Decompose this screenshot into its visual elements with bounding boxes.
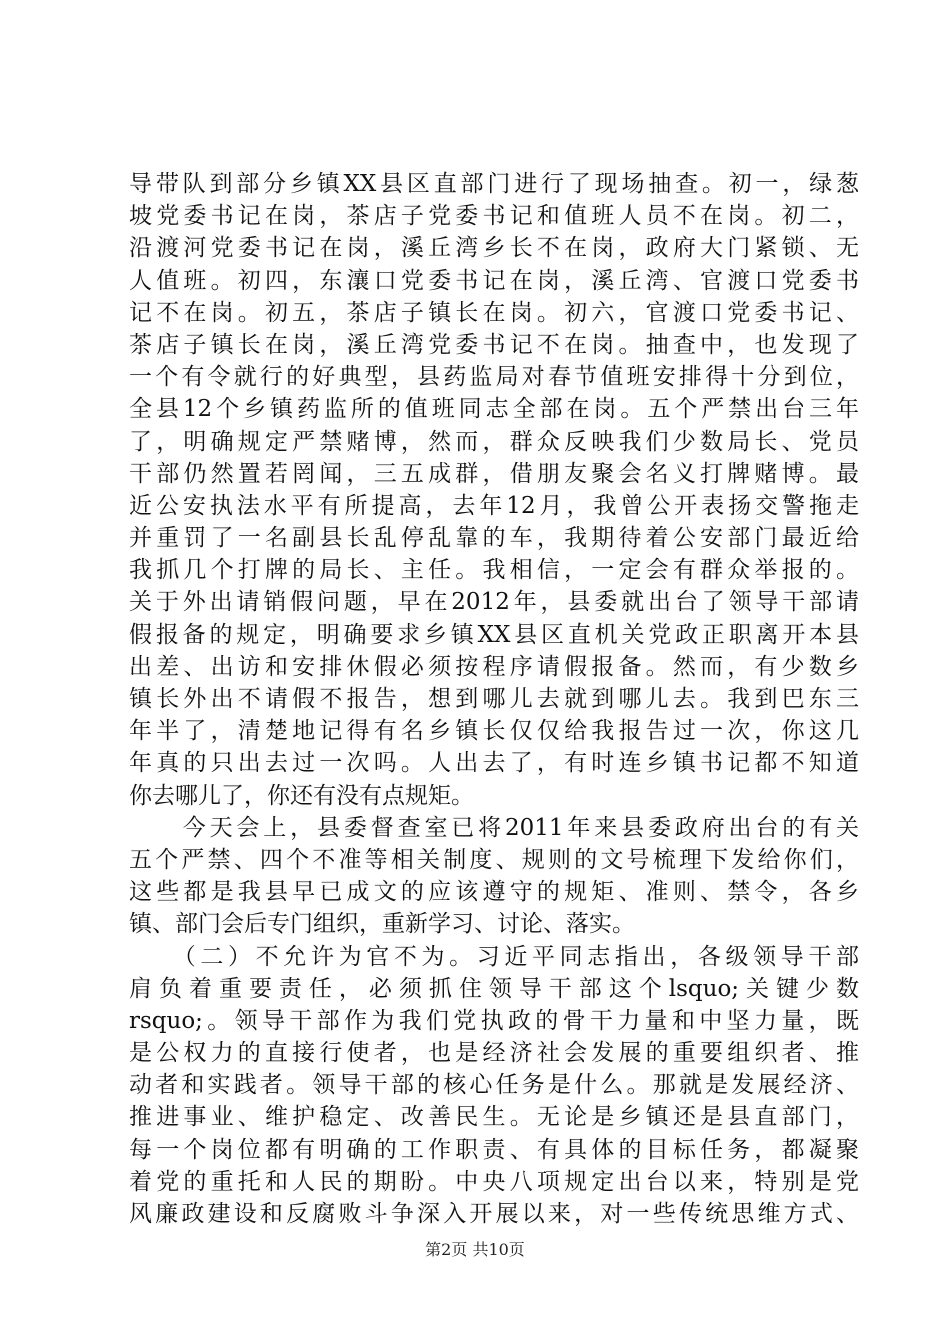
text-line: （二）不允许为官不为。习近平同志指出，各级领导干部: [129, 943, 859, 970]
text-line: 并重罚了一名副县长乱停乱靠的车，我期待着公安部门最近给: [129, 525, 859, 552]
document-body: [129, 168, 859, 1230]
text-line: 今天会上，县委督查室已将2011年来县委政府出台的有关: [129, 814, 859, 841]
text-line: 近公安执法水平有所提高，去年12月，我曾公开表扬交警拖走: [129, 492, 859, 519]
text-line: 了，明确规定严禁赌博，然而，群众反映我们少数局长、党员: [129, 428, 859, 455]
text-line: 茶店子镇长在岗，溪丘湾党委书记不在岗。抽查中，也发现了: [129, 331, 859, 358]
text-line: 沿渡河党委书记在岗，溪丘湾乡长不在岗，政府大门紧锁、无: [129, 235, 859, 262]
text-line: 坡党委书记在岗，茶店子党委书记和值班人员不在岗。初二，: [129, 203, 859, 230]
text-line: 记不在岗。初五，茶店子镇长在岗。初六，官渡口党委书记、: [129, 299, 859, 326]
text-line: 年真的只出去过一次吗。人出去了，有时连乡镇书记都不知道: [129, 750, 859, 777]
text-line: 五个严禁、四个不准等相关制度、规则的文号梳理下发给你们，: [129, 846, 859, 873]
text-line: 关于外出请销假问题，早在2012年，县委就出台了领导干部请: [129, 589, 859, 616]
text-line: 镇、部门会后专门组织，重新学习、讨论、落实。: [129, 911, 635, 938]
text-line: 全县12个乡镇药监所的值班同志全部在岗。五个严禁出台三年: [129, 396, 859, 423]
text-line: 动者和实践者。领导干部的核心任务是什么。那就是发展经济、: [129, 1072, 859, 1099]
text-line: 导带队到部分乡镇XX县区直部门进行了现场抽查。初一，绿葱: [129, 171, 859, 197]
paragraph-1: [129, 168, 859, 812]
text-line: 一个有令就行的好典型，县药监局对春节值班安排得十分到位，: [129, 364, 859, 391]
text-line: 人值班。初四，东瀼口党委书记在岗，溪丘湾、官渡口党委书: [129, 267, 859, 294]
page-number: 第2页 共10页: [425, 1240, 525, 1259]
text-line: 镇长外出不请假不报告，想到哪儿去就到哪儿去。我到巴东三: [129, 686, 859, 712]
text-line: 这些都是我县早已成文的应该遵守的规矩、准则、禁令，各乡: [129, 879, 859, 906]
text-line: 我抓几个打牌的局长、主任。我相信，一定会有群众举报的。: [129, 557, 859, 584]
text-line: 干部仍然置若罔闻，三五成群，借朋友聚会名义打牌赌博。最: [129, 460, 859, 487]
text-line: rsquo;。领导干部作为我们党执政的骨干力量和中坚力量，既: [129, 1007, 859, 1034]
text-line: 着党的重托和人民的期盼。中央八项规定出台以来，特别是党: [129, 1168, 859, 1195]
text-line: 肩负着重要责任，必须抓住领导干部这个lsquo;关键少数: [129, 975, 859, 1002]
paragraph-2: [129, 812, 859, 941]
text-line: 年半了，清楚地记得有名乡镇长仅仅给我报告过一次，你这几: [129, 718, 859, 745]
paragraph-3: [129, 941, 859, 1231]
text-line: 假报备的规定，明确要求乡镇XX县区直机关党政正职离开本县: [129, 621, 859, 648]
text-line: 出差、出访和安排休假必须按程序请假报备。然而，有少数乡: [129, 653, 859, 680]
text-line: 推进事业、维护稳定、改善民生。无论是乡镇还是县直部门，: [129, 1104, 859, 1131]
text-line: 你去哪儿了，你还有没有点规矩。: [129, 782, 474, 809]
text-line: 风廉政建设和反腐败斗争深入开展以来，对一些传统思维方式、: [129, 1201, 859, 1227]
text-line: 每一个岗位都有明确的工作职责、有具体的目标任务，都凝聚: [129, 1136, 859, 1163]
text-line: 是公权力的直接行使者，也是经济社会发展的重要组织者、推: [129, 1040, 859, 1067]
